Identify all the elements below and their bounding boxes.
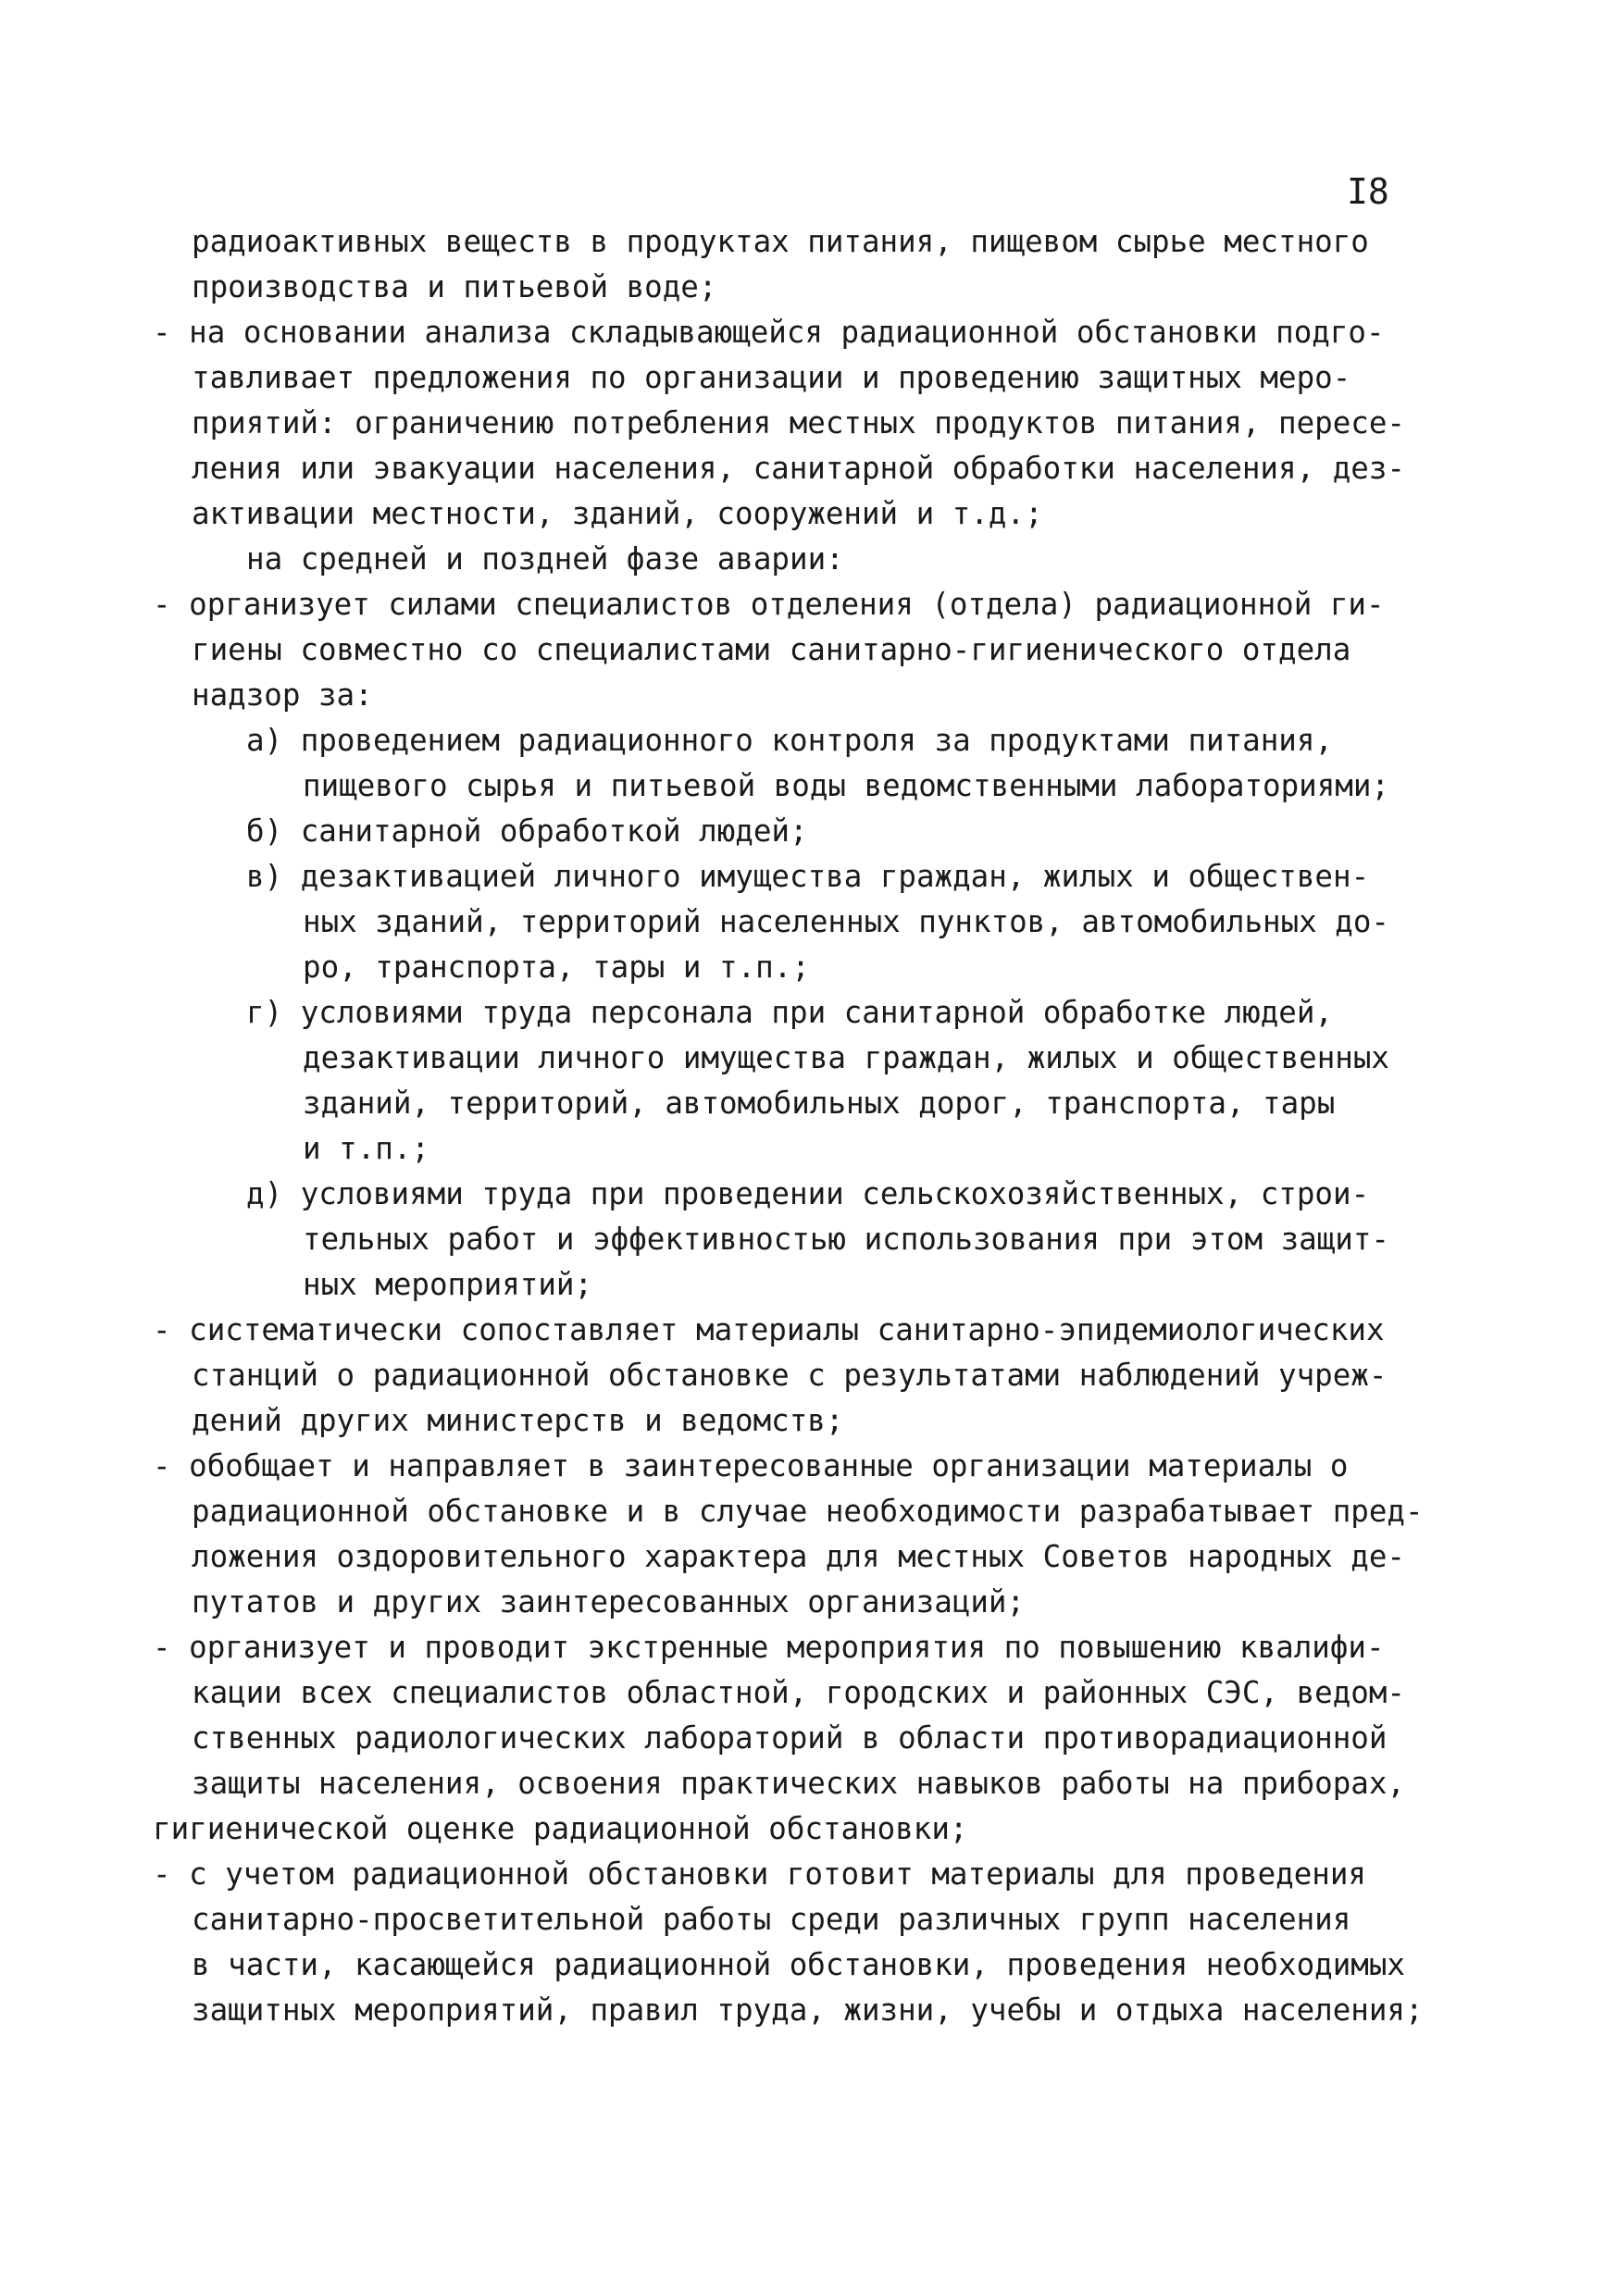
- text-line: защиты населения, освоения практических навыков работы на приборах,: [192, 1766, 1405, 1801]
- section-heading: на средней и поздней фазе аварии:: [246, 541, 844, 577]
- page-number: I8: [1347, 171, 1389, 212]
- text-line: - обобщает и направляет в заинтересованные организации материалы о: [153, 1448, 1349, 1483]
- list-item: б) санитарной обработкой людей;: [246, 813, 808, 849]
- text-line: станций о радиационной обстановке с результатами наблюдений учреж-: [192, 1358, 1388, 1393]
- text-line: - с учетом радиационной обстановки готовит материалы для проведения: [153, 1856, 1366, 1892]
- text-line: тельных работ и эффективностью использования при этом защит-: [303, 1222, 1389, 1257]
- text-line: защитных мероприятий, правил труда, жизни, учебы и отдыха населения;: [192, 1992, 1424, 2028]
- list-item: г) условиями труда персонала при санитарной обработке людей,: [246, 995, 1333, 1030]
- text-line: дений других министерств и ведомств;: [192, 1403, 844, 1438]
- text-line: ственных радиологических лабораторий в области противорадиационной: [192, 1720, 1388, 1756]
- text-line: тавливает предложения по организации и проведению защитных меро-: [192, 360, 1351, 395]
- text-line: гигиенической оценке радиационной обстановки;: [153, 1811, 968, 1846]
- text-line: надзор за:: [192, 677, 373, 713]
- list-item: а) проведением радиационного контроля за продуктами питания,: [246, 723, 1333, 758]
- text-line: производства и питьевой воде;: [192, 269, 717, 304]
- text-line: приятий: ограничению потребления местных продуктов питания, пересе-: [192, 405, 1405, 441]
- text-line: путатов и других заинтересованных организаций;: [192, 1584, 1026, 1620]
- text-line: активации местности, зданий, сооружений и т.д.;: [192, 496, 1043, 531]
- text-line: радиоактивных веществ в продуктах питания, пищевом сырье местного: [192, 224, 1369, 259]
- text-line: дезактивации личного имущества граждан, жилых и общественных: [303, 1040, 1389, 1075]
- text-line: - организует силами специалистов отделения (отдела) радиационной ги-: [153, 587, 1385, 622]
- list-item: д) условиями труда при проведении сельскохозяйственных, строи-: [246, 1176, 1370, 1211]
- text-line: - организует и проводит экстренные мероприятия по повышению квалифи-: [153, 1630, 1385, 1665]
- text-line: ных мероприятий;: [303, 1267, 593, 1302]
- text-line: зданий, территорий, автомобильных дорог, транспорта, тары: [303, 1086, 1336, 1121]
- text-line: гиены совместно со специалистами санитарно-гигиенического отдела: [192, 632, 1351, 667]
- text-line: кации всех специалистов областной, городских и районных СЭС, ведом-: [192, 1675, 1405, 1710]
- text-line: в части, касающейся радиационной обстановки, проведения необходимых: [192, 1947, 1405, 1982]
- text-line: ных зданий, территорий населенных пунктов, автомобильных до-: [303, 904, 1389, 939]
- text-line: - систематически сопоставляет материалы санитарно-эпидемиологических: [153, 1312, 1385, 1347]
- text-line: пищевого сырья и питьевой воды ведомственными лабораториями;: [303, 768, 1389, 803]
- text-line: и т.п.;: [303, 1131, 429, 1166]
- text-line: ложения оздоровительного характера для местных Советов народных де-: [192, 1539, 1405, 1574]
- text-line: санитарно-просветительной работы среди различных групп населения: [192, 1902, 1351, 1937]
- text-line: - на основании анализа складывающейся радиационной обстановки подго-: [153, 315, 1385, 350]
- list-item: в) дезактивацией личного имущества граждан, жилых и обществен-: [246, 859, 1370, 894]
- text-line: ления или эвакуации населения, санитарной обработки населения, дез-: [192, 451, 1405, 486]
- text-line: радиационной обстановке и в случае необходимости разрабатывает пред-: [192, 1494, 1424, 1529]
- text-line: ро, транспорта, тары и т.п.;: [303, 949, 810, 985]
